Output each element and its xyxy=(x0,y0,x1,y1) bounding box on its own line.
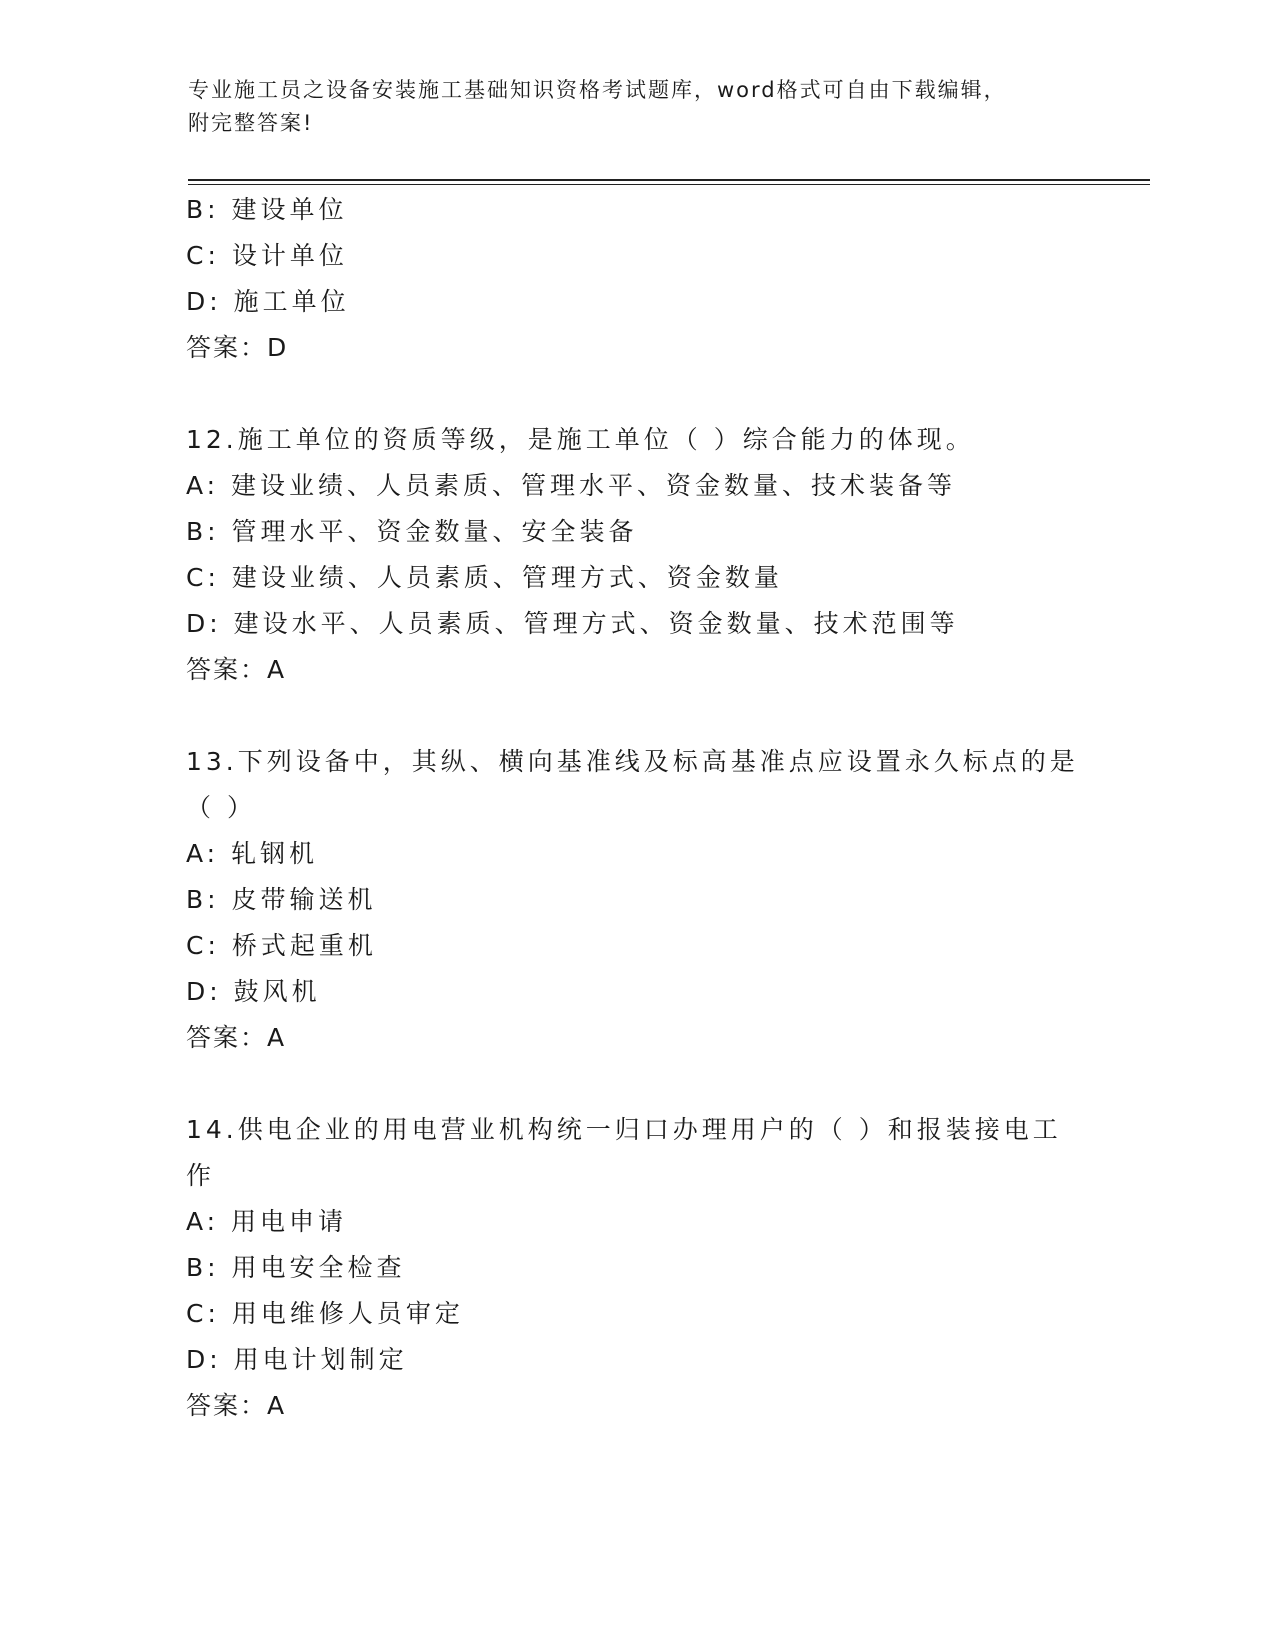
option-b: B: 皮带输送机 xyxy=(186,885,377,914)
spacer xyxy=(186,693,1086,739)
answer-line: 答案：A xyxy=(186,655,287,684)
option-d: D: 施工单位 xyxy=(186,287,350,316)
option-a: A: 建设业绩、人员素质、管理水平、资金数量、技术装备等 xyxy=(186,471,957,500)
spacer xyxy=(186,371,1086,417)
question-stem: 13.下列设备中，其纵、横向基准线及标高基准点应设置永久标点的是 xyxy=(186,747,1079,776)
option-a: A: 轧钢机 xyxy=(186,839,319,868)
question-list xyxy=(186,187,1086,1429)
option-d: D: 建设水平、人员素质、管理方式、资金数量、技术范围等 xyxy=(186,609,959,638)
option-d: D: 鼓风机 xyxy=(186,977,321,1006)
option-c: C: 设计单位 xyxy=(186,241,348,270)
question-stem: 12.施工单位的资质等级，是施工单位（ ）综合能力的体现。 xyxy=(186,425,975,454)
option-a: A: 用电申请 xyxy=(186,1207,348,1236)
option-c: C: 建设业绩、人员素质、管理方式、资金数量 xyxy=(186,563,783,592)
question-11 xyxy=(186,187,1086,371)
option-b: B: 用电安全检查 xyxy=(186,1253,406,1282)
header-rule-thick xyxy=(188,179,1150,181)
header-line-2: 附完整答案! xyxy=(188,111,314,135)
spacer xyxy=(186,1061,1086,1107)
question-stem-continued: （ ） xyxy=(186,793,256,822)
question-stem: 14.供电企业的用电营业机构统一归口办理用户的（ ）和报装接电工 xyxy=(186,1115,1062,1144)
question-13 xyxy=(186,739,1086,1061)
answer-line: 答案：A xyxy=(186,1391,287,1420)
header-line-1: 专业施工员之设备安装施工基础知识资格考试题库，word格式可自由下载编辑， xyxy=(188,78,1007,102)
answer-line: 答案：D xyxy=(186,333,289,362)
option-d: D: 用电计划制定 xyxy=(186,1345,408,1374)
option-c: C: 用电维修人员审定 xyxy=(186,1299,464,1328)
option-b: B: 建设单位 xyxy=(186,195,348,224)
header-rule-thin xyxy=(188,184,1150,185)
document-header xyxy=(188,74,1068,140)
question-14 xyxy=(186,1107,1086,1429)
question-12 xyxy=(186,417,1086,693)
option-b: B: 管理水平、资金数量、安全装备 xyxy=(186,517,638,546)
question-stem-continued: 作 xyxy=(186,1161,216,1190)
option-c: C: 桥式起重机 xyxy=(186,931,377,960)
answer-line: 答案：A xyxy=(186,1023,287,1052)
